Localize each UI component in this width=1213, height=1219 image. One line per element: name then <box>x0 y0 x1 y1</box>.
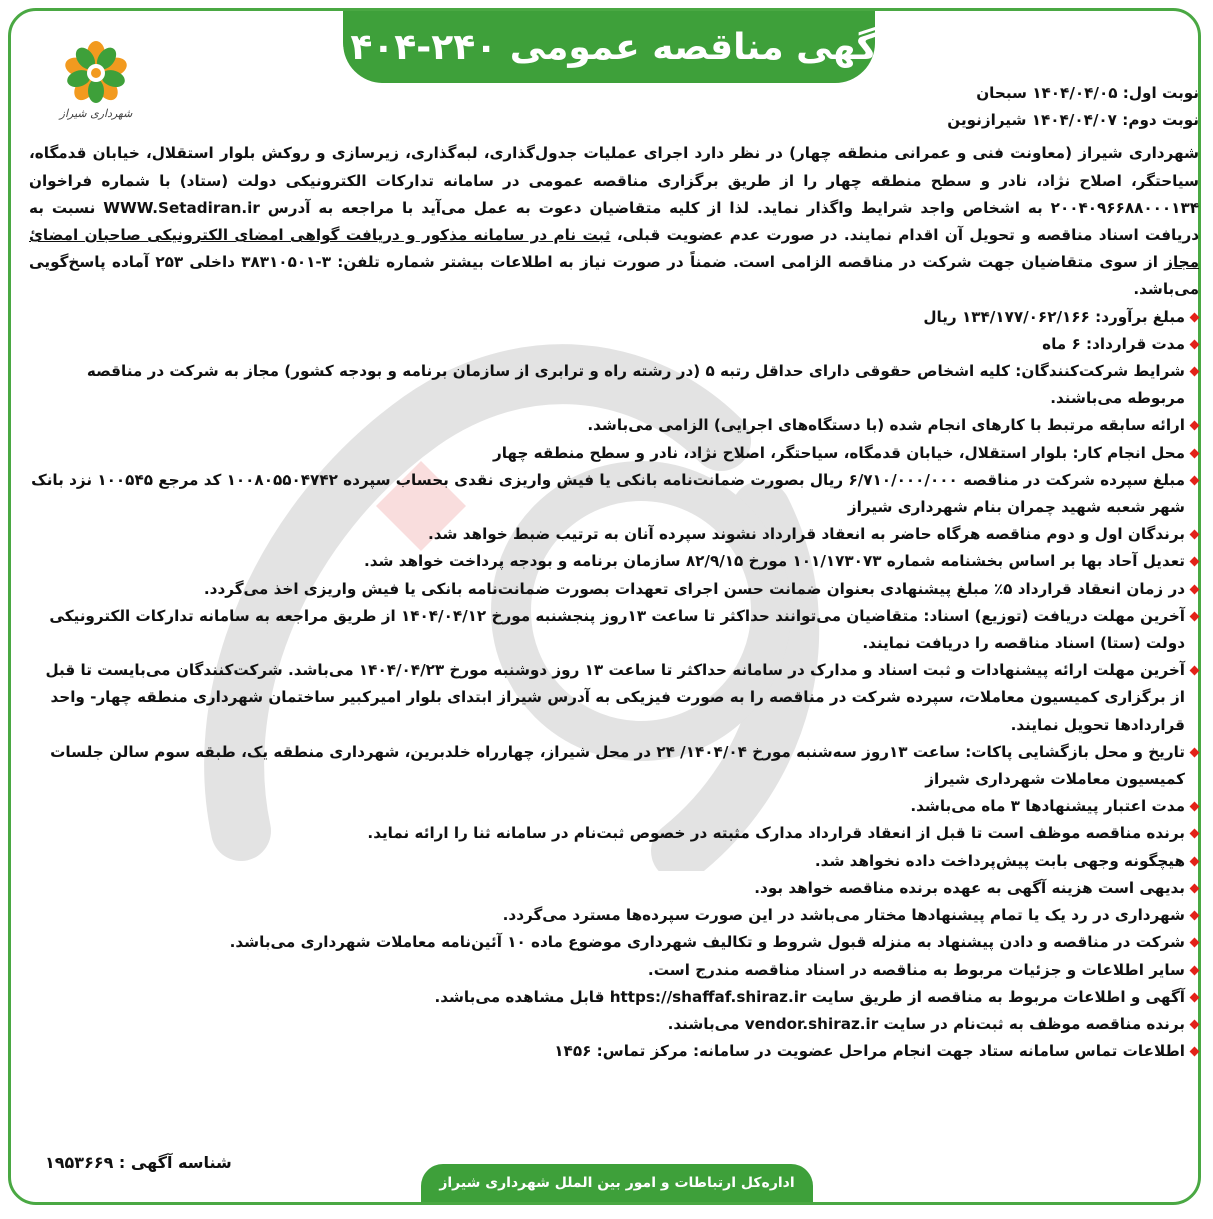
list-item: تعدیل آحاد بها بر اساس بخشنامه شماره ۱۰۱/۱۷۳۰۷۳ مورخ ۸۲/۹/۱۵ سازمان برنامه و بودجه پرداخت خواهد شد. <box>29 548 1199 575</box>
site-list-item <box>29 984 1199 1011</box>
notice-content <box>29 80 1199 1065</box>
list-item: ارائه سابقه مرتبط با کارهای انجام شده (با دستگاه‌های اجرایی) الزامی می‌باشد. <box>29 412 1199 439</box>
list-item: آخرین مهلت دریافت (توزیع) اسناد: متقاضیان می‌توانند حداکثر تا ساعت ۱۳روز پنجشنبه مورخ ۱۴۰۴/۰۴/۱۲ از طریق مراجعه به سامانه تدارکات الکترونیکی دولت (ستا) اسناد مناقصه را دریافت نمایند. <box>29 603 1199 657</box>
list-item: هیچگونه وجهی بابت پیش‌پرداخت داده نخواهد شد. <box>29 848 1199 875</box>
footer-text: اداره‌کل ارتباطات و امور بین الملل شهرداری شیراز <box>439 1175 795 1191</box>
notice-title: آگهی مناقصه عمومی ۲۴۰-۱۴۰۴ <box>328 26 890 68</box>
list-item: محل انجام کار: بلوار استقلال، خیابان قدمگاه، سیاحتگر، اصلاح نژاد، نادر و سطح منطقه چهار <box>29 440 1199 467</box>
intro-part2: نسبت به دریافت اسناد مناقصه و تحویل آن اقدام نمایند. در صورت عدم عضویت قبلی، <box>29 198 1199 245</box>
list-item: تاریخ و محل بازگشایی پاکات: ساعت ۱۳روز سه‌شنبه مورخ ۱۴۰۴/۰۴/ ۲۴ در محل شیراز، چهارراه خلدبرین، شهرداری منطقه یک، طبقه سوم سالن جلسات کمیسیون معاملات شهرداری شیراز <box>29 739 1199 793</box>
intro-part1: شهرداری شیراز (معاونت فنی و عمرانی منطقه چهار) در نظر دارد اجرای عملیات جدول‌گذاری، لبه‌گذاری، زیرسازی و روکش بلوار استقلال، خیابان قدمگاه، سیاحتگر، اصلاح نژاد، نادر و سطح منطقه چهار را از طریق برگزاری مناقصه عمومی در سامانه تدارکات الکترونیکی دولت (ستاد) با شماره فراخوان ۲۰۰۴۰۹۶۶۸۸۰۰۰۱۳۴ به اشخاص واجد شرایط واگذار نماید. لذا از کلیه متقاضیان دعوت به عمل می‌آید با مراجعه به آدرس <box>29 144 1199 217</box>
ad-id: شناسه آگهی : ۱۹۵۳۶۶۹ <box>45 1153 232 1172</box>
setadiran-link[interactable]: WWW.Setadiran.ir <box>103 198 260 217</box>
list-item: برندگان اول و دوم مناقصه هرگاه حاضر به انعقاد قرارداد نشوند سپرده آنان به ترتیب ضبط خواهد شد. <box>29 521 1199 548</box>
second-round: نوبت دوم: ۱۴۰۴/۰۴/۰۷ شیرازنوین <box>947 111 1199 130</box>
list-item: شرایط شرکت‌کنندگان: کلیه اشخاص حقوقی دارای حداقل رتبه ۵ (در رشته راه و ترابری از سازمان برنامه و بودجه کشور) مجاز به شرکت در مناقصه مربوطه می‌باشند. <box>29 358 1199 412</box>
intro-paragraph <box>29 140 1199 303</box>
vendor-link[interactable]: vendor.shiraz.ir <box>744 1014 879 1033</box>
site-before: آگهی و اطلاعات مربوط به مناقصه از طریق سایت <box>811 987 1185 1006</box>
footer-banner <box>421 1164 813 1202</box>
vendor-before: برنده مناقصه موظف به ثبت‌نام در سایت <box>883 1014 1185 1033</box>
list-item: در زمان انعقاد قرارداد ۵٪ مبلغ پیشنهادی بعنوان ضمانت حسن اجرای تعهدات بصورت ضمانت‌نامه بانکی یا فیش واریزی اخذ می‌گردد. <box>29 576 1199 603</box>
intro-underlined: ثبت نام در سامانه مذکور و دریافت گواهی امضای الکترونیکی صاحبان امضائ مجاز <box>29 226 1199 272</box>
shaffaf-link[interactable]: https://shaffaf.shiraz.ir <box>609 987 807 1006</box>
first-round: نوبت اول: ۱۴۰۴/۰۴/۰۵ سبحان <box>976 84 1199 102</box>
logo-caption: شهرداری شیراز <box>59 107 133 120</box>
vendor-after: می‌باشند. <box>667 1014 740 1033</box>
list-item: مدت قرارداد: ۶ ماه <box>29 331 1199 358</box>
list-item: برنده مناقصه موظف است تا قبل از انعقاد قرارداد مدارک مثبته در خصوص ثبت‌نام در سامانه ثنا را ارائه نماید. <box>29 820 1199 847</box>
list-item: مدت اعتبار پیشنهادها ۳ ماه می‌باشد. <box>29 793 1199 820</box>
intro-part3: از سوی متقاضیان جهت شرکت در مناقصه الزامی است. ضمناً در صورت نیاز به اطلاعات بیشتر شماره تلفن: ۳-۳۸۳۱۰۵۰۱ داخلی ۲۵۳ آماده پاسخ‌گویی می‌باشد. <box>29 253 1199 299</box>
list-item: سایر اطلاعات و جزئیات مربوط به مناقصه در اسناد مناقصه مندرج است. <box>29 957 1199 984</box>
title-banner <box>328 11 890 83</box>
list-item: آخرین مهلت ارائه پیشنهادات و ثبت اسناد و مدارک در سامانه حداکثر تا ساعت ۱۳ روز دوشنبه مورخ ۱۴۰۴/۰۴/۲۳ می‌باشد. شرکت‌کنندگان می‌بایست تا قبل از برگزاری کمیسیون معاملات، سپرده شرکت در مناقصه را به صورت فیزیکی به آدرس شیراز ابتدای بلوار امیرکبیر ساختمان شهرداری منطقه چهار- واحد قراردادها تحویل نمایند. <box>29 657 1199 739</box>
vendor-list-item <box>29 1011 1199 1038</box>
list-item: شرکت در مناقصه و دادن پیشنهاد به منزله قبول شروط و تکالیف شهرداری موضوع ماده ۱۰ آئین‌نامه معاملات شهرداری می‌باشد. <box>29 929 1199 956</box>
site-after: قابل مشاهده می‌باشد. <box>434 987 605 1006</box>
list-item: مبلغ برآورد: ۱۳۴/۱۷۷/۰۶۲/۱۶۶ ریال <box>29 304 1199 331</box>
list-item: مبلغ سپرده شرکت در مناقصه ۶/۷۱۰/۰۰۰/۰۰۰ ریال بصورت ضمانت‌نامه بانکی یا فیش واریزی نقدی بحساب سپرده ۱۰۰۸۰۵۵۰۴۷۴۲ کد مرجع ۱۰۰۵۴۵ نزد بانک شهر شعبه شهید چمران بنام شهرداری شیراز <box>29 467 1199 521</box>
list-item: بدیهی است هزینه آگهی به عهده برنده مناقصه خواهد بود. <box>29 875 1199 902</box>
list-item: شهرداری در رد یک یا تمام پیشنهادها مختار می‌باشد در این صورت سپرده‌ها مسترد می‌گردد. <box>29 902 1199 929</box>
contact-list-item: اطلاعات تماس سامانه ستاد جهت انجام مراحل عضویت در سامانه: مرکز تماس: ۱۴۵۶ <box>29 1038 1199 1065</box>
